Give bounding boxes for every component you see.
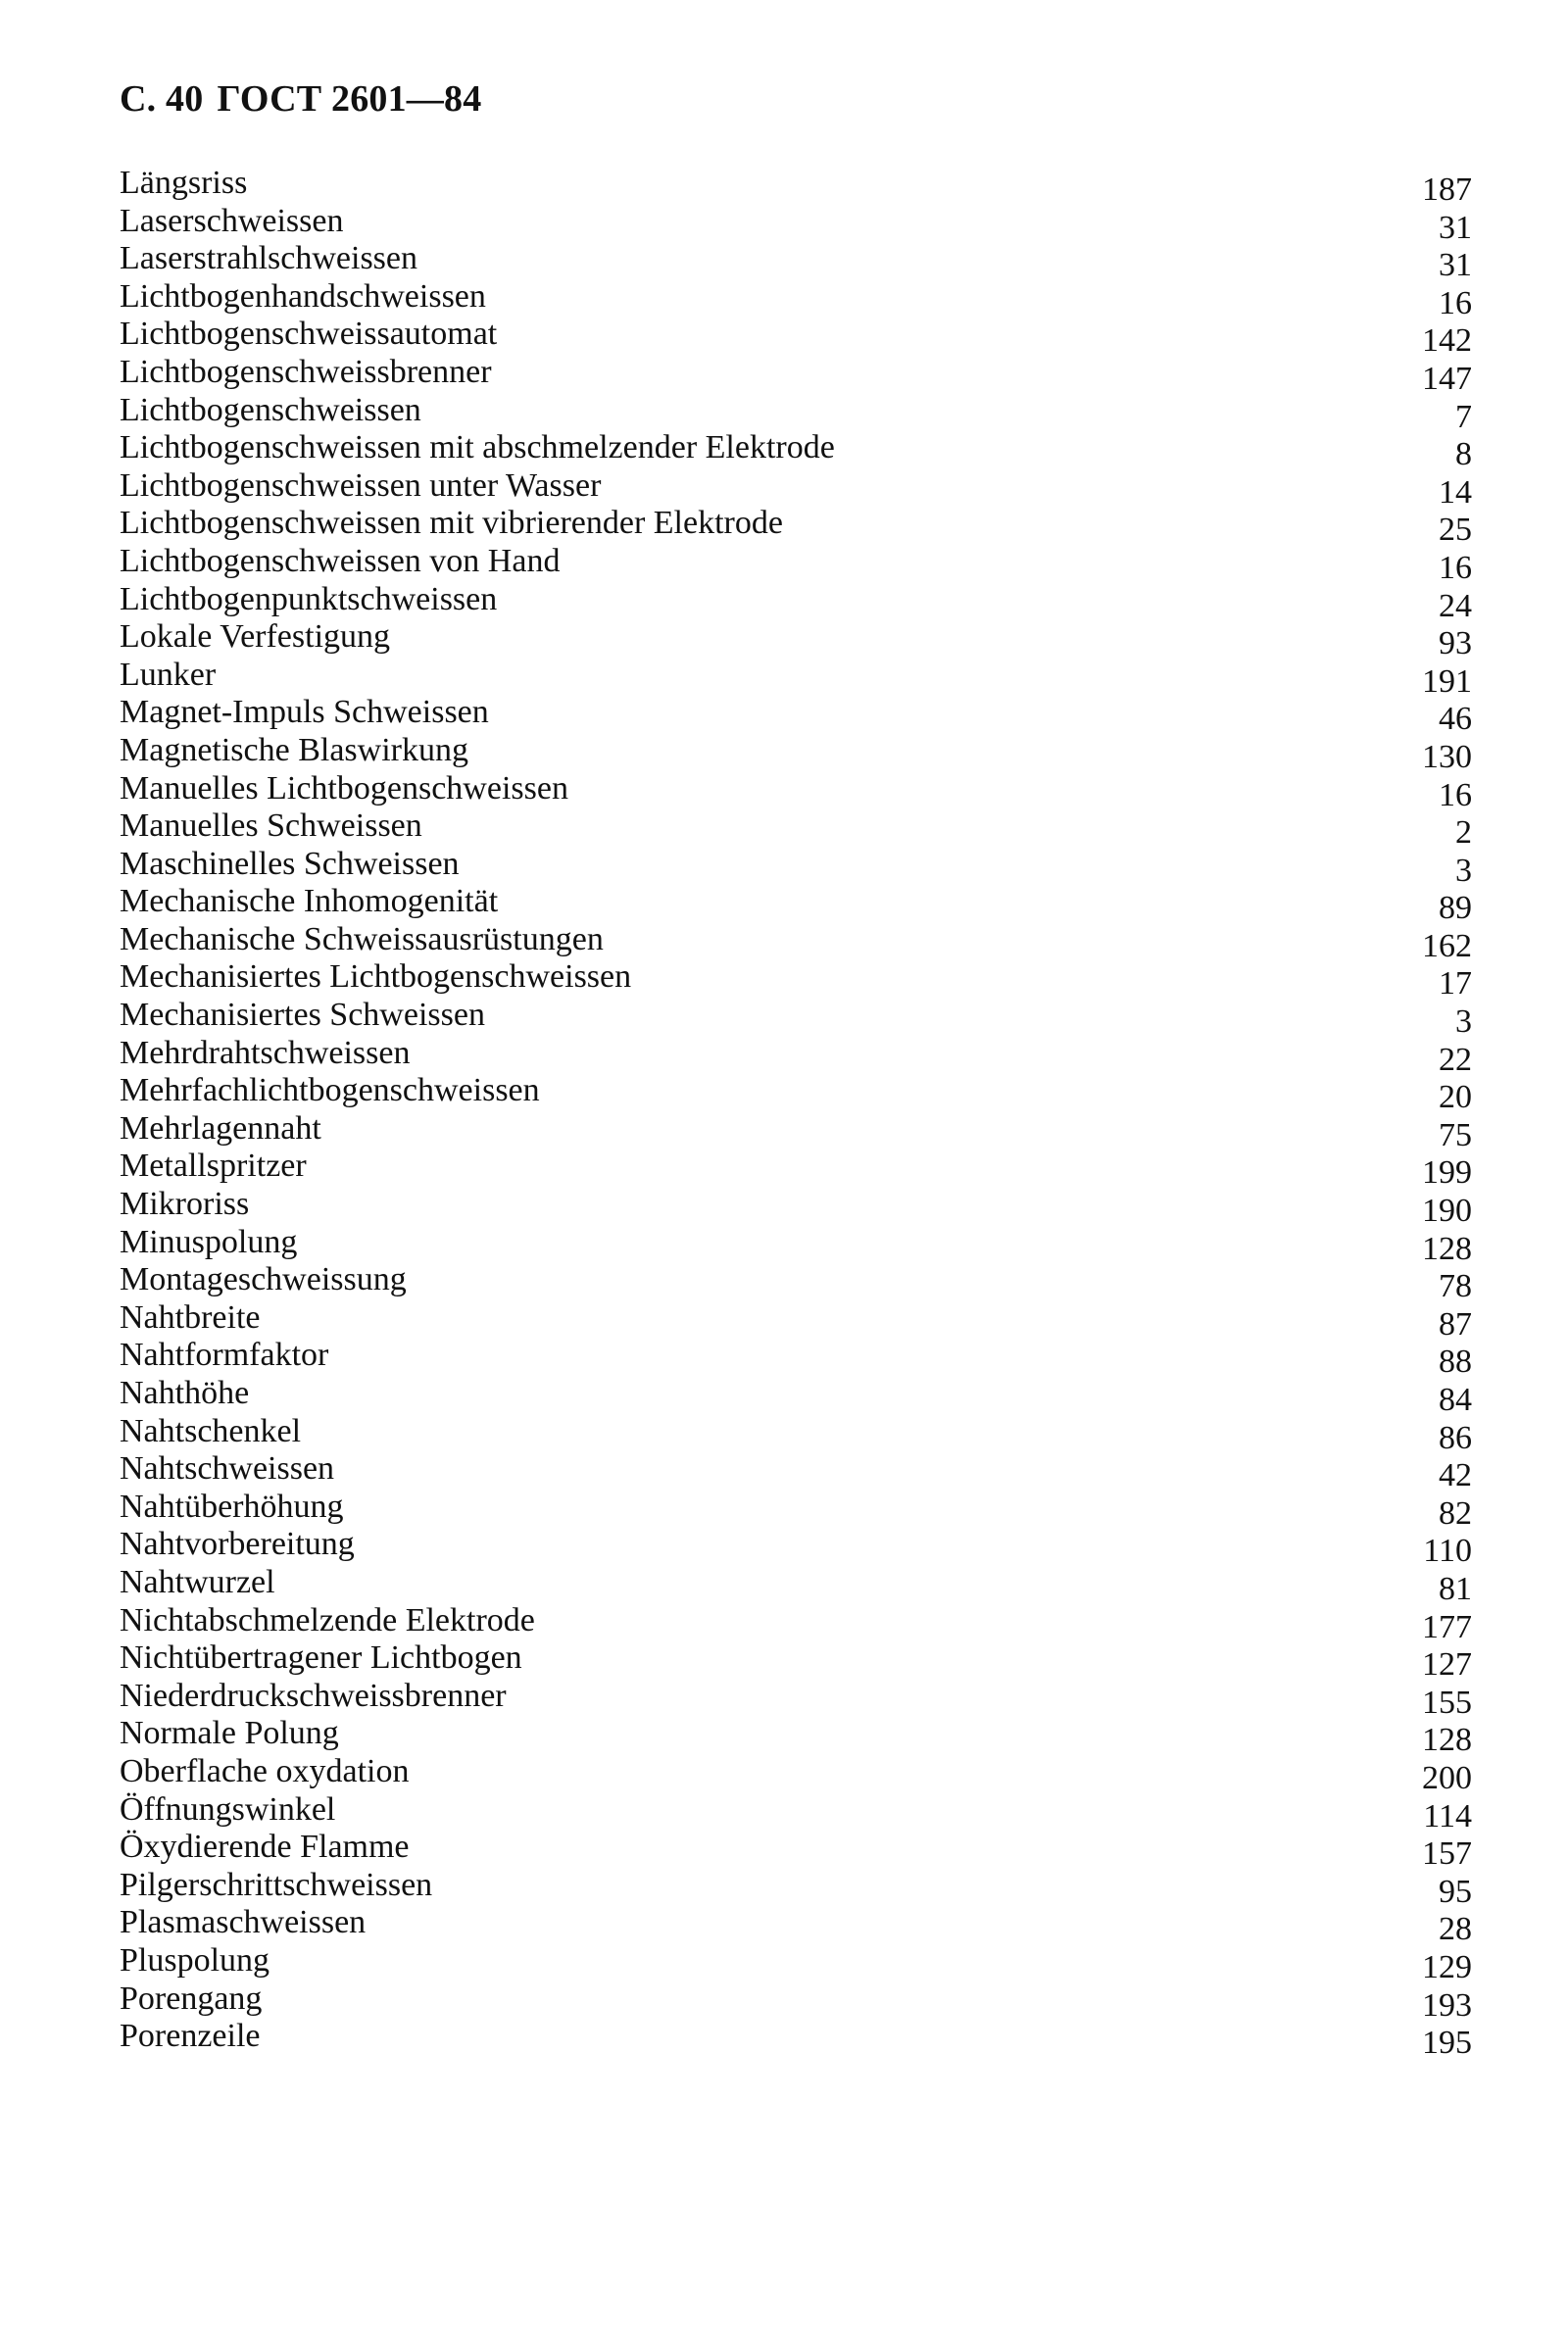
index-entry bbox=[120, 1677, 1472, 1721]
entry-term: Nahtbreite bbox=[120, 1298, 261, 1336]
index-entry bbox=[120, 1450, 1472, 1494]
entry-page-number: 157 bbox=[1422, 1835, 1472, 1873]
entry-page-number: 16 bbox=[1439, 284, 1472, 321]
entry-term: Öxydierende Flamme bbox=[120, 1829, 410, 1866]
index-entry bbox=[120, 1337, 1472, 1381]
index-entry bbox=[120, 1261, 1472, 1305]
index-entry bbox=[120, 1148, 1472, 1192]
index-entry bbox=[120, 165, 1472, 208]
entry-term: Magnetische Blaswirkung bbox=[120, 731, 468, 768]
entry-term: Nahtschenkel bbox=[120, 1412, 302, 1449]
entry-term: Lokale Verfestigung bbox=[120, 618, 391, 656]
index-entry bbox=[120, 1715, 1472, 1759]
entry-page-number: 200 bbox=[1422, 1759, 1472, 1796]
entry-page-number: 127 bbox=[1422, 1646, 1472, 1684]
entry-page-number: 3 bbox=[1455, 852, 1472, 889]
index-entry bbox=[120, 997, 1472, 1041]
entry-page-number: 93 bbox=[1439, 625, 1472, 662]
entry-page-number: 142 bbox=[1422, 322, 1472, 360]
index-entry bbox=[120, 1526, 1472, 1570]
entry-page-number: 128 bbox=[1422, 1722, 1472, 1759]
entry-term: Nichtabschmelzende Elektrode bbox=[120, 1601, 535, 1638]
index-entry bbox=[120, 391, 1472, 435]
entry-page-number: 84 bbox=[1439, 1382, 1472, 1418]
entry-page-number: 78 bbox=[1439, 1268, 1472, 1305]
entry-term: Minuspolung bbox=[120, 1223, 298, 1260]
entry-page-number: 17 bbox=[1439, 965, 1472, 1002]
entry-term: Porenzeile bbox=[120, 2018, 261, 2055]
entry-term: Manuelles Schweissen bbox=[120, 807, 422, 845]
entry-term: Montageschweissung bbox=[120, 1261, 407, 1298]
entry-page-number: 28 bbox=[1439, 1911, 1472, 1948]
term-index-list bbox=[120, 165, 1472, 2062]
entry-term: Lichtbogenschweissen von Hand bbox=[120, 542, 561, 579]
entry-term: Mehrlagennaht bbox=[120, 1109, 321, 1147]
index-entry bbox=[120, 1980, 1472, 2024]
entry-page-number: 8 bbox=[1455, 436, 1472, 473]
page-number: С. 40 bbox=[120, 78, 204, 120]
entry-page-number: 193 bbox=[1422, 1986, 1472, 2024]
entry-page-number: 88 bbox=[1439, 1344, 1472, 1381]
entry-page-number: 199 bbox=[1422, 1154, 1472, 1192]
entry-term: Nahthöhe bbox=[120, 1375, 250, 1411]
entry-term: Lichtbogenschweissen bbox=[120, 391, 421, 428]
index-entry bbox=[120, 958, 1472, 1002]
entry-term: Mehrdrahtschweissen bbox=[120, 1034, 411, 1071]
index-entry bbox=[120, 1034, 1472, 1078]
entry-term: Oberflache oxydation bbox=[120, 1752, 410, 1789]
entry-term: Laserstrahlschweissen bbox=[120, 240, 418, 277]
entry-term: Pluspolung bbox=[120, 1941, 270, 1979]
entry-term: Magnet-Impuls Schweissen bbox=[120, 694, 489, 731]
index-entry bbox=[120, 656, 1472, 700]
entry-page-number: 46 bbox=[1439, 701, 1472, 738]
index-entry bbox=[120, 240, 1472, 284]
entry-term: Längsriss bbox=[120, 165, 248, 201]
index-entry bbox=[120, 1186, 1472, 1230]
entry-term: Laserschweissen bbox=[120, 202, 344, 239]
index-entry bbox=[120, 1072, 1472, 1116]
entry-page-number: 20 bbox=[1439, 1079, 1472, 1116]
entry-page-number: 177 bbox=[1422, 1608, 1472, 1645]
index-entry bbox=[120, 1412, 1472, 1456]
entry-page-number: 155 bbox=[1422, 1684, 1472, 1721]
entry-term: Nahtschweissen bbox=[120, 1450, 335, 1488]
entry-term: Lichtbogenschweissbrenner bbox=[120, 353, 492, 390]
entry-page-number: 81 bbox=[1439, 1570, 1472, 1607]
entry-page-number: 86 bbox=[1439, 1419, 1472, 1456]
entry-term: Maschinelles Schweissen bbox=[120, 845, 460, 882]
entry-page-number: 16 bbox=[1439, 776, 1472, 813]
index-entry bbox=[120, 1488, 1472, 1532]
index-entry bbox=[120, 1109, 1472, 1153]
entry-page-number: 87 bbox=[1439, 1305, 1472, 1343]
entry-term: Mikroriss bbox=[120, 1186, 250, 1223]
index-entry bbox=[120, 731, 1472, 775]
entry-page-number: 110 bbox=[1423, 1533, 1472, 1570]
entry-term: Lunker bbox=[120, 656, 217, 693]
index-entry bbox=[120, 883, 1472, 927]
entry-page-number: 31 bbox=[1439, 247, 1472, 284]
index-entry bbox=[120, 1866, 1472, 1910]
index-entry bbox=[120, 277, 1472, 321]
index-entry bbox=[120, 429, 1472, 473]
index-entry bbox=[120, 505, 1472, 549]
index-entry bbox=[120, 1639, 1472, 1684]
index-entry bbox=[120, 1375, 1472, 1418]
index-entry bbox=[120, 845, 1472, 889]
entry-page-number: 7 bbox=[1455, 398, 1472, 435]
index-entry bbox=[120, 807, 1472, 852]
entry-page-number: 82 bbox=[1439, 1494, 1472, 1532]
entry-page-number: 2 bbox=[1455, 814, 1472, 852]
entry-page-number: 3 bbox=[1455, 1003, 1472, 1041]
entry-term: Niederdruckschweissbrenner bbox=[120, 1677, 507, 1714]
index-entry bbox=[120, 1601, 1472, 1645]
entry-term: Manuelles Lichtbogenschweissen bbox=[120, 769, 568, 807]
entry-term: Lichtbogenpunktschweissen bbox=[120, 580, 498, 617]
entry-page-number: 162 bbox=[1422, 927, 1472, 964]
entry-term: Lichtbogenschweissautomat bbox=[120, 316, 498, 353]
entry-term: Normale Polung bbox=[120, 1715, 339, 1752]
entry-term: Mechanische Schweissausrüstungen bbox=[120, 920, 604, 957]
entry-term: Nahtüberhöhung bbox=[120, 1488, 344, 1525]
entry-term: Porengang bbox=[120, 1980, 263, 2017]
entry-page-number: 128 bbox=[1422, 1230, 1472, 1267]
entry-page-number: 190 bbox=[1422, 1193, 1472, 1230]
entry-page-number: 14 bbox=[1439, 473, 1472, 511]
entry-page-number: 89 bbox=[1439, 890, 1472, 927]
entry-page-number: 25 bbox=[1439, 512, 1472, 549]
entry-term: Pilgerschrittschweissen bbox=[120, 1866, 433, 1903]
entry-page-number: 16 bbox=[1439, 549, 1472, 586]
index-entry bbox=[120, 1298, 1472, 1343]
index-entry bbox=[120, 618, 1472, 662]
entry-page-number: 195 bbox=[1422, 2025, 1472, 2062]
index-entry bbox=[120, 542, 1472, 586]
entry-term: Mechanisiertes Lichtbogenschweissen bbox=[120, 958, 632, 996]
entry-term: Metallspritzer bbox=[120, 1148, 307, 1185]
entry-page-number: 191 bbox=[1422, 662, 1472, 700]
entry-term: Nahtvorbereitung bbox=[120, 1526, 355, 1563]
entry-term: Lichtbogenschweissen mit abschmelzender Elektrode bbox=[120, 429, 835, 466]
entry-page-number: 187 bbox=[1422, 171, 1472, 208]
entry-page-number: 31 bbox=[1439, 209, 1472, 246]
entry-term: Lichtbogenschweissen mit vibrierender Elektrode bbox=[120, 505, 783, 542]
entry-page-number: 75 bbox=[1439, 1116, 1472, 1153]
index-entry bbox=[120, 580, 1472, 624]
entry-page-number: 147 bbox=[1422, 360, 1472, 397]
index-entry bbox=[120, 694, 1472, 738]
index-entry bbox=[120, 2018, 1472, 2062]
standard-designation: ГОСТ 2601—84 bbox=[217, 78, 482, 120]
entry-term: Nahtformfaktor bbox=[120, 1337, 329, 1374]
entry-term: Lichtbogenhandschweissen bbox=[120, 277, 486, 315]
entry-page-number: 114 bbox=[1423, 1797, 1472, 1834]
entry-term: Nichtübertragener Lichtbogen bbox=[120, 1639, 522, 1677]
index-entry bbox=[120, 202, 1472, 246]
index-entry bbox=[120, 1563, 1472, 1607]
entry-term: Öffnungswinkel bbox=[120, 1790, 336, 1828]
entry-page-number: 95 bbox=[1439, 1873, 1472, 1910]
index-entry bbox=[120, 1223, 1472, 1267]
index-entry bbox=[120, 1941, 1472, 1985]
index-entry bbox=[120, 353, 1472, 397]
index-entry bbox=[120, 1752, 1472, 1796]
entry-term: Plasmaschweissen bbox=[120, 1904, 367, 1941]
index-entry bbox=[120, 920, 1472, 964]
entry-term: Lichtbogenschweissen unter Wasser bbox=[120, 466, 602, 504]
index-entry bbox=[120, 1829, 1472, 1873]
index-entry bbox=[120, 769, 1472, 813]
index-entry bbox=[120, 1790, 1472, 1834]
entry-term: Mechanisiertes Schweissen bbox=[120, 997, 485, 1034]
entry-term: Nahtwurzel bbox=[120, 1563, 275, 1600]
entry-page-number: 130 bbox=[1422, 738, 1472, 775]
entry-term: Mehrfachlichtbogenschweissen bbox=[120, 1072, 540, 1109]
entry-page-number: 42 bbox=[1439, 1457, 1472, 1494]
index-entry bbox=[120, 1904, 1472, 1948]
index-entry bbox=[120, 466, 1472, 511]
entry-page-number: 22 bbox=[1439, 1041, 1472, 1078]
entry-page-number: 24 bbox=[1439, 587, 1472, 624]
running-head bbox=[120, 80, 481, 118]
entry-term: Mechanische Inhomogenität bbox=[120, 883, 499, 920]
index-entry bbox=[120, 316, 1472, 360]
entry-page-number: 129 bbox=[1422, 1948, 1472, 1985]
